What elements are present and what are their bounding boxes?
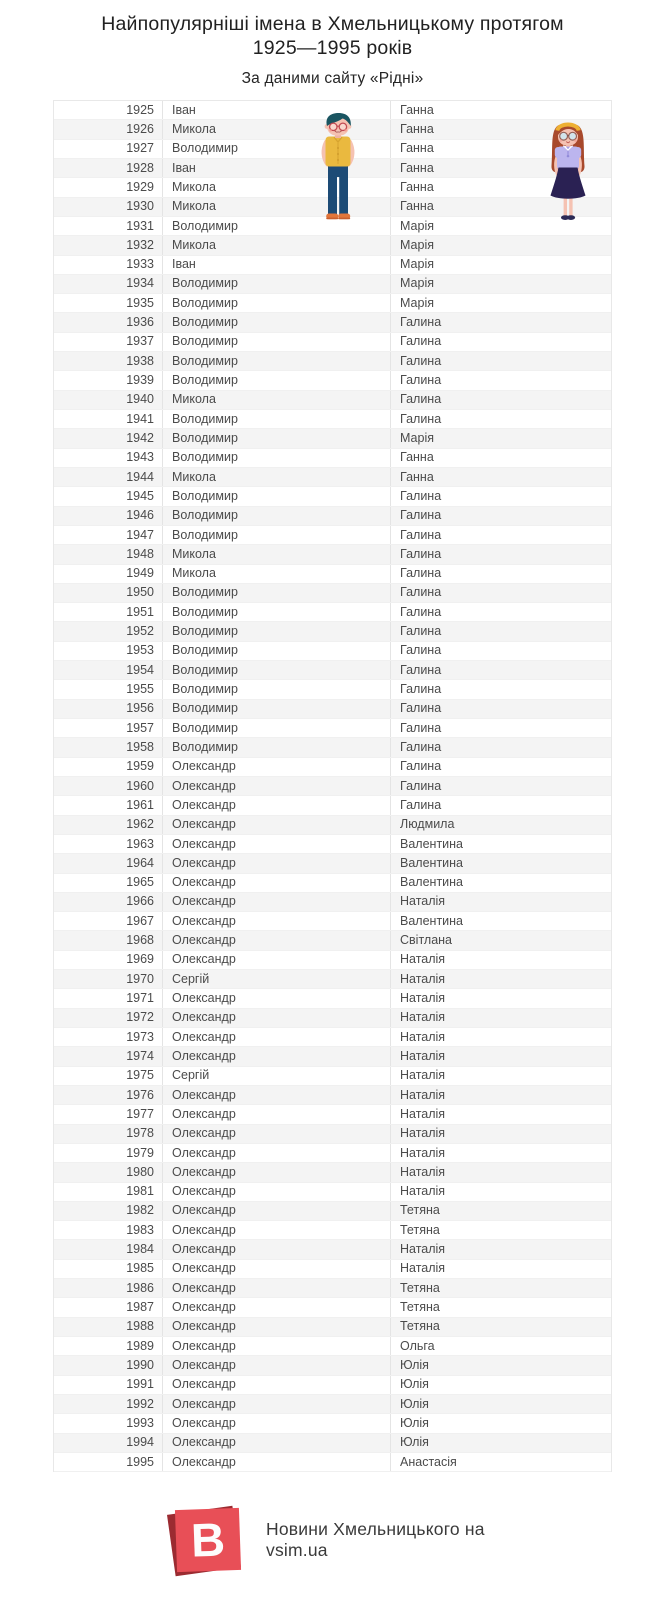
female-name-cell: Тетяна: [400, 1319, 440, 1334]
page-title: [0, 13, 665, 61]
female-name-cell: Галина: [400, 720, 442, 735]
female-name-cell: Галина: [400, 701, 442, 716]
male-name-cell: Сергій: [163, 970, 391, 988]
male-name-cell: Володимир: [163, 661, 391, 679]
table-row: [54, 1240, 611, 1259]
female-name-cell: Наталія: [400, 1106, 446, 1121]
year-cell: 1987: [54, 1298, 163, 1316]
year-cell: 1930: [54, 198, 163, 216]
male-name-cell: Володимир: [163, 371, 391, 389]
male-name-cell: Олександр: [163, 835, 391, 853]
female-name-cell: Ганна: [400, 102, 434, 117]
male-name-cell: Олександр: [163, 1047, 391, 1065]
male-name-cell: Олександр: [163, 1144, 391, 1162]
female-name-cell: Наталія: [400, 894, 446, 909]
female-name-cell: Валентина: [400, 875, 464, 890]
table-row: [54, 275, 611, 294]
year-cell: 1959: [54, 758, 163, 776]
male-name-cell: Олександр: [163, 1453, 391, 1471]
female-name-cell: Галина: [400, 315, 442, 330]
male-name-cell: Володимир: [163, 622, 391, 640]
female-name-cell: Галина: [400, 527, 442, 542]
table-row: [54, 1434, 611, 1453]
male-name-cell: Олександр: [163, 1105, 391, 1123]
male-name-cell: Микола: [163, 468, 391, 486]
table-row: [54, 410, 611, 429]
female-name-cell: Галина: [400, 662, 442, 677]
table-row: [54, 1144, 611, 1163]
male-name-cell: Олександр: [163, 1163, 391, 1181]
year-cell: 1978: [54, 1125, 163, 1143]
male-name-cell: Володимир: [163, 217, 391, 235]
table-row: [54, 1105, 611, 1124]
year-cell: 1988: [54, 1318, 163, 1336]
year-cell: 1965: [54, 874, 163, 892]
year-cell: 1990: [54, 1356, 163, 1374]
male-name-cell: Микола: [163, 120, 391, 138]
female-name-cell: Галина: [400, 739, 442, 754]
table-row: [54, 487, 611, 506]
year-cell: 1935: [54, 294, 163, 312]
female-name-cell: Валентина: [400, 913, 464, 928]
year-cell: 1973: [54, 1028, 163, 1046]
year-cell: 1952: [54, 622, 163, 640]
female-name-cell: Галина: [400, 682, 442, 697]
table-row: [54, 951, 611, 970]
female-name-cell: Марія: [400, 257, 435, 272]
table-row: [54, 333, 611, 352]
male-name-cell: Олександр: [163, 1395, 391, 1413]
male-name-cell: Олександр: [163, 1434, 391, 1452]
year-cell: 1939: [54, 371, 163, 389]
female-name-cell: Наталія: [400, 971, 446, 986]
year-cell: 1933: [54, 256, 163, 274]
year-cell: 1983: [54, 1221, 163, 1239]
year-cell: 1949: [54, 565, 163, 583]
year-cell: 1977: [54, 1105, 163, 1123]
male-name-cell: Олександр: [163, 1086, 391, 1104]
female-name-cell: Галина: [400, 797, 442, 812]
year-cell: 1956: [54, 700, 163, 718]
male-name-cell: Олександр: [163, 1298, 391, 1316]
year-cell: 1937: [54, 333, 163, 351]
female-name-cell: Наталія: [400, 1145, 446, 1160]
table-row: [54, 931, 611, 950]
male-name-cell: Володимир: [163, 410, 391, 428]
male-name-cell: Володимир: [163, 140, 391, 158]
female-name-cell: Наталія: [400, 1068, 446, 1083]
footer-text-line2: vsim.ua: [266, 1540, 328, 1560]
footer-text: [266, 1519, 485, 1561]
table-row: [54, 854, 611, 873]
female-name-cell: Галина: [400, 488, 442, 503]
year-cell: 1995: [54, 1453, 163, 1471]
table-row: [54, 565, 611, 584]
year-cell: 1993: [54, 1414, 163, 1432]
table-row: [54, 371, 611, 390]
female-name-cell: Ганна: [400, 450, 434, 465]
table-row: [54, 1318, 611, 1337]
year-cell: 1991: [54, 1376, 163, 1394]
female-name-cell: Галина: [400, 643, 442, 658]
table-row: [54, 1047, 611, 1066]
table-row: [54, 526, 611, 545]
female-name-cell: Галина: [400, 585, 442, 600]
female-name-cell: Ганна: [400, 160, 434, 175]
year-cell: 1979: [54, 1144, 163, 1162]
table-row: [54, 719, 611, 738]
year-cell: 1972: [54, 1009, 163, 1027]
year-cell: 1927: [54, 140, 163, 158]
vsim-logo-front: [175, 1508, 241, 1572]
female-name-cell: Галина: [400, 334, 442, 349]
year-cell: 1963: [54, 835, 163, 853]
year-cell: 1954: [54, 661, 163, 679]
year-cell: 1953: [54, 642, 163, 660]
table-row: [54, 256, 611, 275]
table-row: [54, 1221, 611, 1240]
year-cell: 1940: [54, 391, 163, 409]
male-name-cell: Володимир: [163, 603, 391, 621]
male-name-cell: Микола: [163, 391, 391, 409]
male-name-cell: Олександр: [163, 893, 391, 911]
female-name-cell: Світлана: [400, 933, 452, 948]
table-row: [54, 816, 611, 835]
table-row: [54, 507, 611, 526]
male-name-cell: Володимир: [163, 719, 391, 737]
female-name-cell: Наталія: [400, 991, 446, 1006]
female-name-cell: Галина: [400, 759, 442, 774]
year-cell: 1984: [54, 1240, 163, 1258]
table-row: [54, 758, 611, 777]
year-cell: 1968: [54, 931, 163, 949]
female-name-cell: Марія: [400, 218, 435, 233]
female-name-cell: Ганна: [400, 121, 434, 136]
male-name-cell: Олександр: [163, 931, 391, 949]
male-name-cell: Володимир: [163, 313, 391, 331]
female-name-cell: Юлія: [400, 1357, 429, 1372]
male-name-cell: Володимир: [163, 429, 391, 447]
table-row: [54, 449, 611, 468]
table-row: [54, 1125, 611, 1144]
year-cell: 1981: [54, 1183, 163, 1201]
table-row: [54, 1163, 611, 1182]
table-row: [54, 1453, 611, 1472]
table-row: [54, 1298, 611, 1317]
table-row: [54, 429, 611, 448]
year-cell: 1967: [54, 912, 163, 930]
year-cell: 1992: [54, 1395, 163, 1413]
female-name-cell: Галина: [400, 373, 442, 388]
male-name-cell: Іван: [163, 159, 391, 177]
year-cell: 1975: [54, 1067, 163, 1085]
table-row: [54, 545, 611, 564]
footer-text-line1: Новини Хмельницького на: [266, 1519, 485, 1539]
year-cell: 1946: [54, 507, 163, 525]
female-name-cell: Тетяна: [400, 1203, 440, 1218]
vsim-logo: [170, 1503, 244, 1577]
female-name-cell: Марія: [400, 276, 435, 291]
table-row: [54, 1260, 611, 1279]
year-cell: 1948: [54, 545, 163, 563]
table-row: [54, 468, 611, 487]
male-name-cell: Олександр: [163, 1202, 391, 1220]
male-name-cell: Сергій: [163, 1067, 391, 1085]
female-name-cell: Марія: [400, 295, 435, 310]
year-cell: 1962: [54, 816, 163, 834]
year-cell: 1960: [54, 777, 163, 795]
year-cell: 1974: [54, 1047, 163, 1065]
female-name-cell: Наталія: [400, 1029, 446, 1044]
male-name-cell: Олександр: [163, 1260, 391, 1278]
page-title-line2: 1925—1995 років: [252, 36, 413, 59]
table-row: [54, 1414, 611, 1433]
female-name-cell: Наталія: [400, 1261, 446, 1276]
girl-illustration-icon: [546, 118, 590, 223]
female-name-cell: Марія: [400, 237, 435, 252]
male-name-cell: Олександр: [163, 1376, 391, 1394]
male-name-cell: Микола: [163, 178, 391, 196]
male-name-cell: Микола: [163, 198, 391, 216]
female-name-cell: Юлія: [400, 1396, 429, 1411]
year-cell: 1951: [54, 603, 163, 621]
year-cell: 1926: [54, 120, 163, 138]
male-name-cell: Олександр: [163, 1356, 391, 1374]
table-row: [54, 1356, 611, 1375]
male-name-cell: Володимир: [163, 738, 391, 756]
page-subtitle: За даними сайту «Рідні»: [241, 69, 424, 87]
male-name-cell: Олександр: [163, 1337, 391, 1355]
female-name-cell: Наталія: [400, 1184, 446, 1199]
female-name-cell: Ганна: [400, 199, 434, 214]
female-name-cell: Галина: [400, 508, 442, 523]
year-cell: 1980: [54, 1163, 163, 1181]
female-name-cell: Наталія: [400, 1242, 446, 1257]
table-row: [54, 680, 611, 699]
male-name-cell: Олександр: [163, 874, 391, 892]
year-cell: 1961: [54, 796, 163, 814]
male-name-cell: Володимир: [163, 487, 391, 505]
year-cell: 1989: [54, 1337, 163, 1355]
year-cell: 1945: [54, 487, 163, 505]
female-name-cell: Галина: [400, 624, 442, 639]
male-name-cell: Олександр: [163, 777, 391, 795]
year-cell: 1986: [54, 1279, 163, 1297]
year-cell: 1985: [54, 1260, 163, 1278]
table-row: [54, 893, 611, 912]
male-name-cell: Володимир: [163, 275, 391, 293]
year-cell: 1957: [54, 719, 163, 737]
male-name-cell: Олександр: [163, 758, 391, 776]
table-row: [54, 738, 611, 757]
year-cell: 1925: [54, 101, 163, 119]
male-name-cell: Олександр: [163, 1009, 391, 1027]
year-cell: 1943: [54, 449, 163, 467]
page-title-line1: Найпопулярніші імена в Хмельницькому протягом: [101, 13, 564, 35]
footer: [170, 1503, 485, 1577]
female-name-cell: Юлія: [400, 1415, 429, 1430]
female-name-cell: Галина: [400, 392, 442, 407]
male-name-cell: Микола: [163, 545, 391, 563]
male-name-cell: Олександр: [163, 1183, 391, 1201]
female-name-cell: Марія: [400, 430, 435, 445]
year-cell: 1944: [54, 468, 163, 486]
table-row: [54, 391, 611, 410]
female-name-cell: Валентина: [400, 855, 464, 870]
female-name-cell: Людмила: [400, 817, 455, 832]
male-name-cell: Олександр: [163, 1125, 391, 1143]
male-name-cell: Олександр: [163, 912, 391, 930]
year-cell: 1942: [54, 429, 163, 447]
female-name-cell: Ганна: [400, 141, 434, 156]
table-row: [54, 1202, 611, 1221]
male-name-cell: Володимир: [163, 449, 391, 467]
table-row: [54, 970, 611, 989]
male-name-cell: Володимир: [163, 584, 391, 602]
year-cell: 1994: [54, 1434, 163, 1452]
names-table: [53, 100, 612, 1472]
female-name-cell: Наталія: [400, 1010, 446, 1025]
male-name-cell: Іван: [163, 101, 391, 119]
year-cell: 1971: [54, 989, 163, 1007]
table-row: [54, 313, 611, 332]
female-name-cell: Ганна: [400, 469, 434, 484]
year-cell: 1976: [54, 1086, 163, 1104]
male-name-cell: Олександр: [163, 1318, 391, 1336]
male-name-cell: Олександр: [163, 1279, 391, 1297]
female-name-cell: Наталія: [400, 952, 446, 967]
female-name-cell: Наталія: [400, 1048, 446, 1063]
male-name-cell: Володимир: [163, 526, 391, 544]
year-cell: 1964: [54, 854, 163, 872]
female-name-cell: Галина: [400, 566, 442, 581]
year-cell: 1947: [54, 526, 163, 544]
male-name-cell: Олександр: [163, 989, 391, 1007]
table-row: [54, 1086, 611, 1105]
table-row: [54, 642, 611, 661]
male-name-cell: Олександр: [163, 796, 391, 814]
female-name-cell: Юлія: [400, 1377, 429, 1392]
female-name-cell: Галина: [400, 353, 442, 368]
female-name-cell: Тетяна: [400, 1222, 440, 1237]
table-row: [54, 777, 611, 796]
year-cell: 1934: [54, 275, 163, 293]
male-name-cell: Микола: [163, 565, 391, 583]
table-row: [54, 352, 611, 371]
table-row: [54, 1376, 611, 1395]
female-name-cell: Ольга: [400, 1338, 435, 1353]
female-name-cell: Тетяна: [400, 1280, 440, 1295]
year-cell: 1941: [54, 410, 163, 428]
table-row: [54, 989, 611, 1008]
year-cell: 1966: [54, 893, 163, 911]
year-cell: 1958: [54, 738, 163, 756]
table-row: [54, 294, 611, 313]
male-name-cell: Володимир: [163, 680, 391, 698]
year-cell: 1955: [54, 680, 163, 698]
male-name-cell: Микола: [163, 236, 391, 254]
male-name-cell: Володимир: [163, 507, 391, 525]
table-row: [54, 1395, 611, 1414]
female-name-cell: Ганна: [400, 179, 434, 194]
female-name-cell: Юлія: [400, 1435, 429, 1450]
table-row: [54, 796, 611, 815]
table-row: [54, 603, 611, 622]
male-name-cell: Іван: [163, 256, 391, 274]
table-row: [54, 912, 611, 931]
year-cell: 1970: [54, 970, 163, 988]
female-name-cell: Наталія: [400, 1126, 446, 1141]
table-row: [54, 1279, 611, 1298]
table-row: [54, 1067, 611, 1086]
male-name-cell: Володимир: [163, 700, 391, 718]
table-row: [54, 1009, 611, 1028]
male-name-cell: Володимир: [163, 642, 391, 660]
male-name-cell: Олександр: [163, 1240, 391, 1258]
header: [0, 13, 665, 88]
male-name-cell: Володимир: [163, 294, 391, 312]
year-cell: 1969: [54, 951, 163, 969]
table-row: [54, 1337, 611, 1356]
year-cell: 1938: [54, 352, 163, 370]
male-name-cell: Олександр: [163, 816, 391, 834]
male-name-cell: Олександр: [163, 1414, 391, 1432]
female-name-cell: Анастасія: [400, 1454, 457, 1469]
table-row: [54, 1028, 611, 1047]
male-name-cell: Олександр: [163, 951, 391, 969]
table-row: [54, 835, 611, 854]
table-row: [54, 874, 611, 893]
male-name-cell: Володимир: [163, 352, 391, 370]
year-cell: 1982: [54, 1202, 163, 1220]
female-name-cell: Галина: [400, 604, 442, 619]
table-row: [54, 236, 611, 255]
year-cell: 1936: [54, 313, 163, 331]
male-name-cell: Олександр: [163, 1221, 391, 1239]
male-name-cell: Олександр: [163, 1028, 391, 1046]
male-name-cell: Олександр: [163, 854, 391, 872]
female-name-cell: Тетяна: [400, 1300, 440, 1315]
year-cell: 1928: [54, 159, 163, 177]
female-name-cell: Галина: [400, 546, 442, 561]
boy-illustration-icon: [319, 113, 357, 225]
female-name-cell: Галина: [400, 778, 442, 793]
year-cell: 1929: [54, 178, 163, 196]
table-row: [54, 1183, 611, 1202]
female-name-cell: Наталія: [400, 1087, 446, 1102]
table-row: [54, 700, 611, 719]
table-row: [54, 584, 611, 603]
year-cell: 1932: [54, 236, 163, 254]
female-name-cell: Валентина: [400, 836, 464, 851]
table-row: [54, 661, 611, 680]
vsim-logo-letter: B: [190, 1511, 226, 1567]
year-cell: 1931: [54, 217, 163, 235]
year-cell: 1950: [54, 584, 163, 602]
female-name-cell: Наталія: [400, 1164, 446, 1179]
table-row: [54, 622, 611, 641]
female-name-cell: Галина: [400, 411, 442, 426]
male-name-cell: Володимир: [163, 333, 391, 351]
